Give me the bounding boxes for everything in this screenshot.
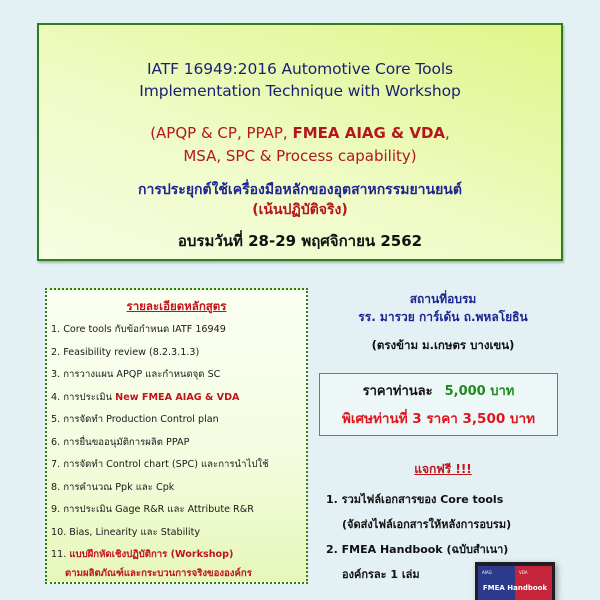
- outline-item-text: 5. การจัดทำ Production Control plan: [51, 414, 219, 425]
- price-amount: 5,000 บาท: [444, 384, 515, 399]
- venue-note: (ตรงข้าม ม.เกษตร บางเขน): [371, 338, 515, 352]
- topics-prefix: (APQP & CP, PPAP,: [150, 124, 293, 142]
- freebie-item: [326, 487, 588, 537]
- outline-item-text: 11.: [51, 549, 70, 560]
- topics-line-1: [39, 122, 561, 145]
- freebie-title: 1. รวมไฟล์เอกสารของ Core tools: [326, 493, 504, 506]
- book-cover-red-half: [515, 566, 552, 600]
- title-line-2: Implementation Technique with Workshop: [139, 82, 461, 100]
- outline-item-text: 10. Bias, Linearity และ Stability: [51, 526, 201, 538]
- outline-item-text: 2. Feasibility review (8.2.3.1.3): [51, 346, 200, 358]
- venue-label: สถานที่อบรม: [409, 292, 477, 306]
- outline-item: [51, 477, 304, 500]
- fmea-handbook-image: [475, 562, 555, 600]
- outline-item: [51, 544, 304, 581]
- outline-item: [51, 522, 304, 545]
- outline-item-emphasis: New FMEA AIAG & VDA: [115, 391, 240, 403]
- outline-item: [51, 387, 304, 410]
- outline-item: [51, 432, 304, 455]
- outline-item: [51, 499, 304, 522]
- course-title-thai: การประยุกต์ใช้เครื่องมือหลักของอุตสาหกรรมยานยนต์: [138, 182, 462, 198]
- vda-logo-label: VDA: [519, 570, 528, 575]
- outline-item-text: 4. การประเมิน: [51, 391, 116, 403]
- outline-item-text: 9. การประเมิน Gage R&R และ Attribute R&R: [51, 504, 254, 515]
- outline-item-text: 8. การคำนวณ Ppk และ Cpk: [51, 481, 175, 493]
- course-title-english: [39, 58, 561, 102]
- course-topics: [39, 122, 561, 168]
- outline-item-text: 1. Core tools กับข้อกำหนด IATF 16949: [51, 324, 226, 335]
- freebies-heading: แจกฟรี !!!: [414, 462, 472, 476]
- course-outline-heading: รายละเอียดหลักสูตร: [126, 299, 227, 313]
- outline-item: [51, 409, 304, 432]
- venue-section: [318, 290, 568, 354]
- outline-item-text: 3. การวางแผน APQP และกำหนดจุด SC: [51, 369, 221, 380]
- topics-fmea-highlight: FMEA AIAG & VDA: [292, 124, 446, 142]
- special-price: พิเศษท่านที่ 3 ราคา 3,500 บาท: [342, 411, 535, 427]
- aiag-logo-label: AIAG: [482, 570, 492, 575]
- outline-item-emphasis: แบบฝึกหัดเชิงปฏิบัติการ (Workshop): [69, 549, 234, 560]
- freebie-detail: องค์กรละ 1 เล่ม: [342, 568, 420, 581]
- course-outline-list: [51, 319, 304, 581]
- outline-item-text: 6. การยื่นขออนุมัติการผลิต PPAP: [51, 436, 190, 448]
- course-subtitle-thai: (เน้นปฏิบัติจริง): [252, 202, 348, 218]
- price-box: [319, 373, 558, 436]
- outline-item-subtext: ตามผลิตภัณฑ์และกระบวนการจริงขององค์กร: [65, 567, 252, 579]
- title-line-1: IATF 16949:2016 Automotive Core Tools: [146, 60, 454, 78]
- book-cover: [478, 566, 552, 600]
- outline-item-text: 7. การจัดทำ Control chart (SPC) และการนำไปใช้: [51, 459, 269, 470]
- freebie-title: 2. FMEA Handbook (ฉบับสำเนา): [326, 543, 509, 556]
- course-outline-box: [45, 288, 308, 584]
- topics-line-2: MSA, SPC & Process capability): [183, 147, 417, 165]
- price-label: ราคาท่านละ: [362, 384, 433, 399]
- venue-name: รร. มารวย การ์เด้น ถ.พหลโยธิน: [358, 310, 528, 324]
- outline-item: [51, 342, 304, 365]
- outline-item: [51, 454, 304, 477]
- outline-item: [51, 319, 304, 342]
- book-cover-blue-half: [478, 566, 515, 600]
- freebie-detail: (จัดส่งไฟล์เอกสารให้หลังการอบรม): [342, 518, 512, 531]
- course-title-banner: [37, 23, 563, 261]
- regular-price: [320, 380, 557, 401]
- topics-suffix: ,: [445, 124, 450, 142]
- training-date: อบรมวันที่ 28-29 พฤศจิกายน 2562: [177, 232, 423, 250]
- book-title: FMEA Handbook: [482, 584, 548, 592]
- outline-item: [51, 364, 304, 387]
